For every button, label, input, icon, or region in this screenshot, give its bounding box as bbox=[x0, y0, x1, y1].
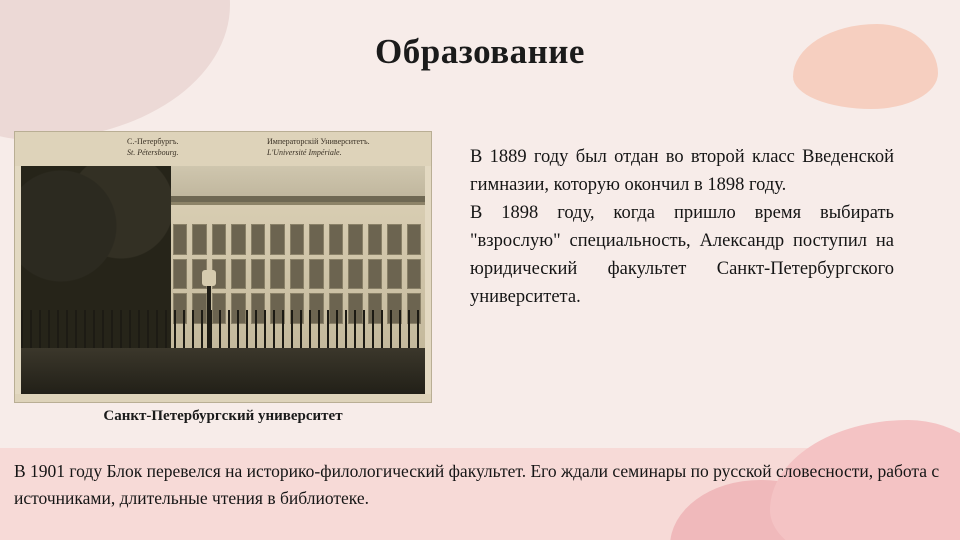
postcard-bottom-margin bbox=[15, 394, 431, 402]
postcard-header-left bbox=[127, 136, 179, 158]
postcard-header-right-line2: L'Université Impériale. bbox=[267, 148, 342, 157]
page-title: Образование bbox=[375, 32, 585, 71]
bottom-body-text bbox=[14, 458, 942, 512]
fence bbox=[21, 310, 425, 352]
foreground-ground bbox=[21, 348, 425, 396]
postcard-photo-area bbox=[21, 166, 425, 396]
postcard-header-right bbox=[267, 136, 370, 158]
postcard-header-left-line2: St. Pétersbourg. bbox=[127, 148, 179, 157]
right-paragraph-2: В 1898 году, когда пришло время выбирать "взрослую" специальность, Александр поступил на юридический факультет Санкт-Петербургского университета. bbox=[470, 203, 894, 307]
right-paragraph-1: В 1889 году был отдан во второй класс Введенской гимназии, которую окончил в 1898 году. bbox=[470, 147, 894, 195]
postcard-header-right-line1: Императорскiй Университетъ. bbox=[267, 137, 370, 146]
photo-caption: Санкт-Петербургский университет bbox=[103, 408, 343, 424]
bottom-paragraph: В 1901 году Блок перевелся на историко-филологический факультет. Его ждали семинары по русской словесности, работа с источниками, длительные чтения в библиотеке. bbox=[14, 461, 940, 508]
postcard-header-left-line1: С.-Петербургъ. bbox=[127, 137, 179, 146]
postcard-image bbox=[15, 132, 431, 402]
street-lamp bbox=[207, 282, 211, 356]
right-body-text bbox=[470, 143, 894, 311]
university-photo bbox=[14, 131, 432, 403]
